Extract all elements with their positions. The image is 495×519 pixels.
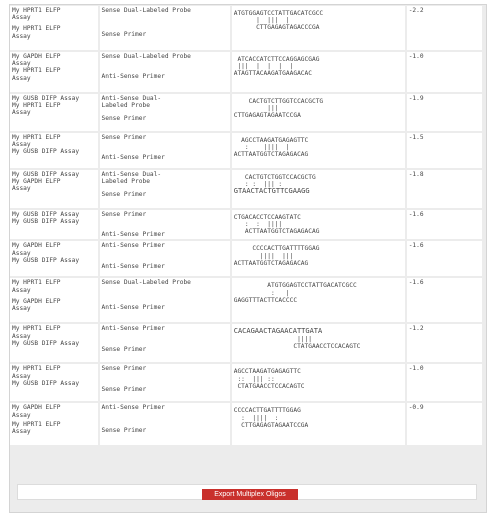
match-line: : |||| : (233, 414, 279, 422)
assay-1-name: My GAPDH ELFP (12, 404, 61, 412)
delta-g-cell (407, 324, 482, 362)
table-row (10, 170, 482, 208)
delta-g-cell (407, 170, 482, 208)
sequence-2: ATAGTTACAAGATGAAGACAC (233, 70, 312, 78)
sequence-2: CTATGAACCTCCACAGTC (233, 382, 305, 390)
oligo-2-type: Sense Primer (101, 191, 147, 199)
sequence-1: CACTGTCTTGGTCCACGCTG (233, 98, 324, 105)
table-row (10, 52, 482, 92)
oligo-1-type-cont: Labeled Probe (101, 102, 150, 110)
match-line: : : ||| : (233, 181, 283, 189)
assay-1-name: My GAPDH ELFP (12, 53, 61, 60)
oligo-type-cell (100, 170, 230, 208)
delta-g-value: -1.2 (408, 325, 424, 333)
delta-g-value: -1.0 (408, 53, 424, 60)
oligo-type-cell (100, 210, 230, 239)
match-line: :: ||| :: (233, 375, 275, 383)
assay-2-suffix: Assay (12, 305, 31, 313)
assay-1-suffix: Assay (12, 332, 31, 340)
oligo-2-type: Anti-Sense Primer (101, 262, 165, 270)
oligo-1-type: Sense Dual-Labeled Probe (101, 279, 191, 287)
oligo-type-cell (100, 241, 230, 276)
assay-1-suffix: Assay (12, 372, 31, 380)
sequence-1: CTGACACCTCCAAGTATC (233, 214, 301, 221)
table-row (10, 324, 482, 362)
sequence-2: GTAACTACTGTTCGAAGG (233, 187, 310, 196)
oligo-2-type: Sense Primer (101, 385, 147, 393)
alignment-cell (232, 278, 405, 322)
alignment-cell (232, 52, 405, 92)
sequence-2: CTTGAGAGTAGAATCCGA (233, 112, 301, 120)
delta-g-value: -1.6 (408, 211, 424, 218)
assay-cell (10, 364, 98, 401)
assay-1-suffix: Assay (12, 286, 31, 294)
oligo-type-cell (100, 6, 230, 50)
oligo-1-type-cont: Labeled Probe (101, 178, 150, 186)
assay-1-name: My HPRT1 ELFP (12, 365, 61, 373)
match-line: : |||| | (233, 144, 290, 152)
oligo-1-type: Sense Primer (101, 211, 147, 218)
match-line: ||| | | | | (233, 63, 294, 71)
assay-1-name: My HPRT1 ELFP (12, 279, 61, 287)
oligo-2-type: Anti-Sense Primer (101, 73, 165, 81)
delta-g-value: -0.9 (408, 404, 424, 412)
delta-g-cell (407, 364, 482, 401)
oligo-type-cell (100, 403, 230, 445)
delta-g-value: -1.9 (408, 95, 424, 102)
oligo-1-type: Anti-Sense Dual- (101, 171, 162, 178)
assay-2-name: My GAPDH ELFP (12, 178, 61, 186)
match-line: : : |||| (233, 221, 283, 229)
oligo-type-cell (100, 52, 230, 92)
alignment-cell (232, 6, 405, 50)
table-row (10, 133, 482, 168)
assay-cell (10, 52, 98, 92)
oligo-interaction-table (8, 4, 484, 447)
assay-1-name: My GUSB DIFP Assay (12, 211, 80, 218)
delta-g-cell (407, 210, 482, 239)
assay-1-name: My HPRT1 ELFP (12, 134, 61, 141)
table-row (10, 241, 482, 276)
alignment-cell (232, 324, 405, 362)
sequence-2: ACTTAATGGTCTAGAGACAG (233, 228, 320, 236)
assay-cell (10, 6, 98, 50)
match-line: |||| ||| (233, 252, 294, 260)
delta-g-value: -1.8 (408, 171, 424, 178)
oligo-2-type: Sense Primer (101, 426, 147, 434)
delta-g-cell (407, 94, 482, 131)
delta-g-value: -1.6 (408, 279, 424, 287)
oligo-1-type: Anti-Sense Primer (101, 242, 165, 250)
assay-1-name: My GAPDH ELFP (12, 242, 61, 250)
assay-1-suffix: Assay (12, 249, 31, 257)
sequence-2: GAGGTTTACTTCACCCC (233, 296, 298, 304)
oligo-type-cell (100, 94, 230, 131)
assay-cell (10, 278, 98, 322)
export-multiplex-oligos-button[interactable]: Export Multiplex Oligos (202, 489, 298, 500)
assay-2-name: My GUSB DIFP Assay (12, 218, 80, 226)
sequence-1: CCCCACTTGATTTTGGAG (233, 407, 301, 415)
alignment-cell (232, 241, 405, 276)
table-row (10, 94, 482, 131)
assay-1-suffix: Assay (12, 14, 31, 22)
sequence-2: CTATGAACCTCCACAGTC (233, 342, 361, 350)
assay-cell (10, 170, 98, 208)
sequence-1: CCCCACTTGATTTTGGAG (233, 245, 320, 253)
assay-2-name: My HPRT1 ELFP (12, 67, 61, 75)
match-line: | ||| | (233, 17, 290, 25)
oligo-type-cell (100, 133, 230, 168)
oligo-1-type: Anti-Sense Primer (101, 325, 165, 333)
assay-2-name: My GUSB DIFP Assay (12, 379, 80, 387)
sequence-1: ATGTGGAGTCCTATTGACATCGCC (233, 282, 357, 290)
assay-2-suffix: Assay (12, 428, 31, 436)
delta-g-cell (407, 278, 482, 322)
oligo-2-type: Sense Primer (101, 345, 147, 353)
table-row (10, 6, 482, 50)
delta-g-value: -1.0 (408, 365, 424, 373)
delta-g-value: -2.2 (408, 7, 424, 14)
oligo-2-type: Anti-Sense Primer (101, 154, 165, 162)
oligo-1-type: Sense Primer (101, 365, 147, 373)
oligo-1-type: Anti-Sense Dual- (101, 95, 162, 102)
assay-2-name: My HPRT1 ELFP (12, 102, 61, 110)
assay-1-suffix: Assay (12, 411, 31, 419)
assay-2-suffix: Assay (12, 74, 31, 82)
oligo-1-type: Anti-Sense Primer (101, 404, 165, 412)
sequence-2: CTTGAGAGTAGACCCGA (233, 24, 320, 32)
match-line: |||| (233, 335, 312, 343)
delta-g-cell (407, 6, 482, 50)
table-row (10, 364, 482, 401)
assay-2-suffix: Assay (12, 109, 31, 117)
assay-1-name: My GUSB DIFP Assay (12, 171, 80, 178)
assay-cell (10, 210, 98, 239)
table-row (10, 210, 482, 239)
oligo-2-type: Anti-Sense Primer (101, 231, 165, 239)
table-row (10, 403, 482, 445)
sequence-2: CTTGAGAGTAGAATCCGA (233, 421, 309, 429)
sequence-1: AGCCTAAGATGAGAGTTC (233, 368, 301, 376)
assay-cell (10, 94, 98, 131)
assay-cell (10, 324, 98, 362)
sequence-1: AGCCTAAGATGAGAGTTC (233, 137, 309, 144)
delta-g-value: -1.6 (408, 242, 424, 250)
assay-cell (10, 403, 98, 445)
oligo-type-cell (100, 364, 230, 401)
oligo-2-type: Sense Primer (101, 115, 147, 123)
alignment-cell (232, 210, 405, 239)
oligo-2-type: Anti-Sense Primer (101, 303, 165, 311)
delta-g-cell (407, 133, 482, 168)
delta-g-cell (407, 241, 482, 276)
assay-1-name: My GUSB DIFP Assay (12, 95, 80, 102)
sequence-1: ATCACCATCTTCCAGGAGCGAG (233, 56, 320, 63)
alignment-cell (232, 170, 405, 208)
assay-2-suffix: Assay (12, 32, 31, 40)
assay-2-suffix: Assay (12, 185, 31, 193)
alignment-cell (232, 403, 405, 445)
sequence-1: CACAGAACTAGAACATTGATA (233, 327, 323, 336)
oligo-type-cell (100, 278, 230, 322)
assay-1-name: My HPRT1 ELFP (12, 7, 61, 14)
oligo-2-type: Sense Primer (101, 31, 147, 39)
match-line: ||| (233, 105, 279, 113)
assay-2-name: My HPRT1 ELFP (12, 25, 61, 33)
sequence-2: ACTTAATGGTCTAGAGACAG (233, 151, 309, 159)
delta-g-value: -1.5 (408, 134, 424, 141)
sequence-2: ACTTAATGGTCTAGAGACAG (233, 259, 309, 267)
oligo-type-cell (100, 324, 230, 362)
assay-1-name: My HPRT1 ELFP (12, 325, 61, 333)
assay-cell (10, 133, 98, 168)
assay-1-suffix: Assay (12, 141, 31, 149)
oligo-1-type: Sense Dual-Labeled Probe (101, 7, 191, 14)
assay-2-name: My GUSB DIFP Assay (12, 148, 80, 156)
delta-g-cell (407, 403, 482, 445)
sequence-1: ATGTGGAGTCCTATTGACATCGCC (233, 10, 324, 17)
match-line: : | (233, 289, 290, 297)
oligo-1-type: Sense Dual-Labeled Probe (101, 53, 191, 60)
assay-1-suffix: Assay (12, 60, 31, 68)
delta-g-cell (407, 52, 482, 92)
alignment-cell (232, 364, 405, 401)
oligo-1-type: Sense Primer (101, 134, 147, 141)
alignment-cell (232, 94, 405, 131)
sequence-1: CACTGTCTGGTCCACGCTG (233, 174, 316, 181)
assay-cell (10, 241, 98, 276)
assay-2-name: My GAPDH ELFP (12, 297, 61, 305)
assay-2-name: My HPRT1 ELFP (12, 420, 61, 428)
assay-2-name: My GUSB DIFP Assay (12, 256, 80, 264)
table-row (10, 278, 482, 322)
assay-2-name: My GUSB DIFP Assay (12, 339, 80, 347)
alignment-cell (232, 133, 405, 168)
